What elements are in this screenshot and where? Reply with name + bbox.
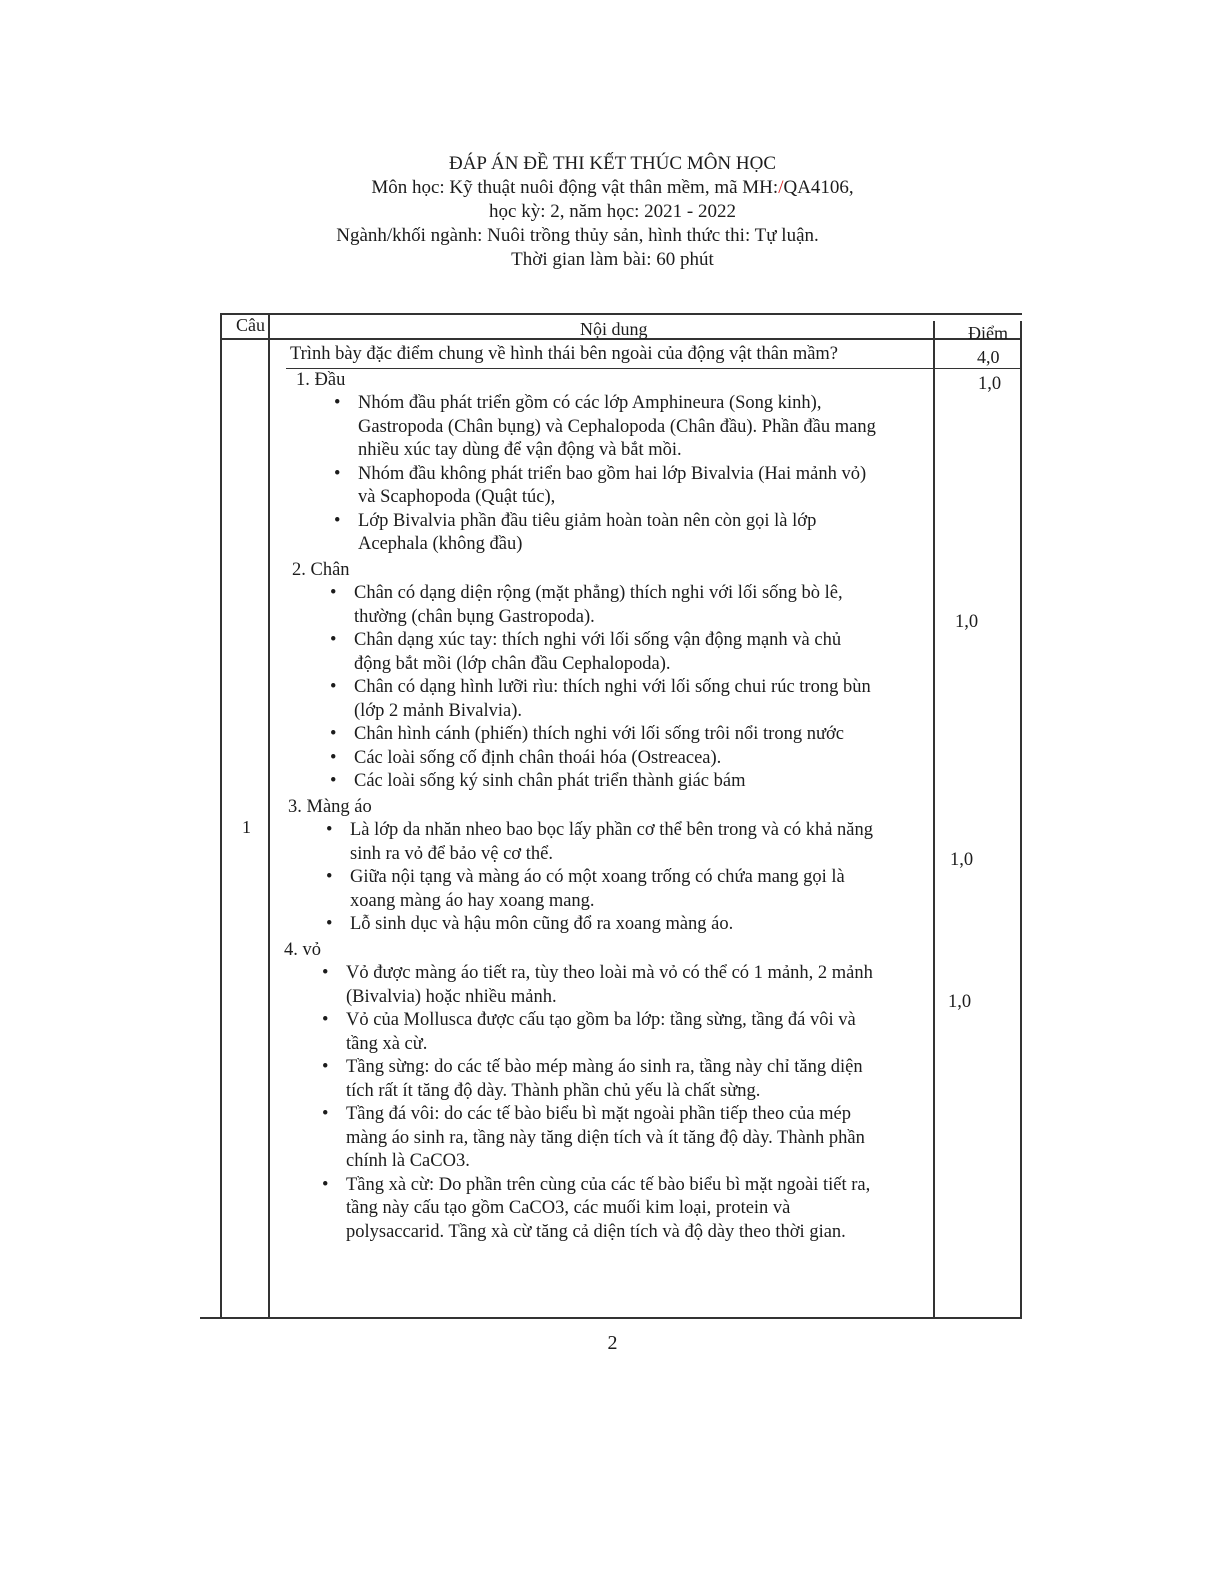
list-item: • Vỏ của Mollusca được cấu tạo gồm ba lớp: tầng sừng, tầng đá vôi và tầng xà cừ. <box>322 1010 856 1054</box>
bullet-list <box>296 392 930 557</box>
list-item: • Tầng đá vôi: do các tế bào biểu bì mặt ngoài phần tiếp theo của mép màng áo sinh ra, tầng này tăng diện tích và ít tăng độ dày. Thành phần chính là CaCO3. <box>322 1104 865 1171</box>
bullet-icon: • <box>330 747 337 768</box>
bullet-icon: • <box>330 583 337 603</box>
section-foot <box>292 559 930 794</box>
list-item: • Lớp Bivalvia phần đầu tiêu giảm hoàn toàn nên còn gọi là lớp Acephala (không đầu) <box>334 510 817 554</box>
bullet-icon: • <box>322 1174 329 1195</box>
col-divider-cau <box>268 313 270 1317</box>
section-head <box>296 369 930 557</box>
question-number: 1 <box>242 817 251 837</box>
bullet-list <box>288 819 930 937</box>
document-header <box>0 152 1225 272</box>
list-item: • Nhóm đầu không phát triển bao gồm hai lớp Bivalvia (Hai mảnh vỏ) và Scaphopoda (Quật túc), <box>334 463 867 507</box>
list-item: • Tầng xà cừ: Do phần trên cùng của các tế bào biểu bì mặt ngoài tiết ra, tầng này cấu tạo gồm CaCO3, các muối kim loại, protein và polysaccarid. Tầng xà cừ tăng cả diện tích và độ dày theo thời gian. <box>322 1174 871 1242</box>
section-score-shell: 1,0 <box>948 992 972 1012</box>
bullet-icon: • <box>330 771 337 791</box>
subject-prefix: Môn học: Kỹ thuật nuôi động vật thân mềm, mã MH: <box>371 177 779 198</box>
bullet-list <box>284 962 930 1244</box>
bullet-icon: • <box>334 510 341 531</box>
table-top-border <box>220 313 1022 315</box>
list-item: • Các loài sống ký sinh chân phát triển thành giác bám <box>292 770 930 794</box>
bullet-list <box>292 582 930 794</box>
table-left-border <box>220 313 222 1317</box>
list-item: • Chân có dạng hình lưỡi rìu: thích nghi với lối sống chui rúc trong bùn (lớp 2 mảnh Bivalvia). <box>330 677 871 721</box>
list-item: • Giữa nội tạng và màng áo có một xoang trống có chứa mang gọi là xoang màng áo hay xoang mang. <box>326 867 845 911</box>
section-title: 2. Chân <box>292 559 350 580</box>
table-bottom-border <box>200 1317 1022 1319</box>
bullet-icon: • <box>330 677 337 697</box>
handwritten-slash-mark: / <box>778 177 784 198</box>
section-title: 1. Đầu <box>296 369 346 390</box>
bullet-icon: • <box>334 463 341 484</box>
time-line: Thời gian làm bài: 60 phút <box>511 249 714 270</box>
header-cau: Câu <box>236 315 265 335</box>
table-right-border <box>1020 321 1022 1317</box>
list-item: • Vỏ được màng áo tiết ra, tùy theo loài mà vỏ có thể có 1 mảnh, 2 mảnh (Bivalvia) hoặc nhiều mảnh. <box>322 963 873 1007</box>
bullet-icon: • <box>330 724 337 744</box>
section-score-head: 1,0 <box>978 374 1002 394</box>
page-number: 2 <box>607 1332 618 1354</box>
subject-code: QA4106, <box>783 177 854 198</box>
bullet-icon: • <box>322 963 329 983</box>
bullet-icon: • <box>322 1057 329 1077</box>
section-title: 3. Màng áo <box>288 796 372 817</box>
list-item: • Chân dạng xúc tay: thích nghi với lối sống vận động mạnh và chủ động bắt mồi (lớp chân đầu Cephalopoda). <box>330 630 842 674</box>
section-score-foot: 1,0 <box>955 612 979 632</box>
list-item: • Tầng sừng: do các tế bào mép màng áo sinh ra, tầng này chỉ tăng diện tích rất ít tăng độ dày. Thành phần chủ yếu là chất sừng. <box>322 1057 863 1101</box>
bullet-icon: • <box>330 630 337 650</box>
bullet-icon: • <box>326 914 333 934</box>
subject-line <box>0 176 1225 200</box>
section-mantle <box>288 796 930 937</box>
bullet-icon: • <box>334 393 341 413</box>
list-item: • Chân có dạng diện rộng (mặt phẳng) thích nghi với lối sống bò lê, thường (chân bụng Gastropoda). <box>330 583 843 627</box>
header-diem: Điểm <box>968 323 1008 343</box>
section-score-mantle: 1,0 <box>950 850 974 870</box>
list-item: • Là lớp da nhăn nheo bao bọc lấy phần cơ thể bên trong và có khả năng sinh ra vỏ để bảo vệ cơ thể. <box>326 820 874 864</box>
semester-line: học kỳ: 2, năm học: 2021 - 2022 <box>489 201 736 222</box>
list-item: • Chân hình cánh (phiến) thích nghi với lối sống trôi nổi trong nước <box>292 723 930 747</box>
major-line: Ngành/khối ngành: Nuôi trồng thủy sản, hình thức thi: Tự luận. <box>336 225 819 246</box>
col-divider-diem <box>933 321 935 1317</box>
document-title: ĐÁP ÁN ĐỀ THI KẾT THÚC MÔN HỌC <box>448 153 777 174</box>
section-shell <box>284 939 930 1245</box>
question-score: 4,0 <box>977 347 1000 367</box>
bullet-icon: • <box>326 820 333 840</box>
bullet-icon: • <box>322 1104 329 1124</box>
bullet-icon: • <box>326 867 333 887</box>
question-text: Trình bày đặc điểm chung về hình thái bên ngoài của động vật thân mầm? <box>290 344 839 364</box>
section-title: 4. vỏ <box>284 939 321 960</box>
list-item: • Các loài sống cố định chân thoái hóa (Ostreacea). <box>292 747 930 771</box>
list-item: • Nhóm đầu phát triển gồm có các lớp Amphineura (Song kinh), Gastropoda (Chân bụng) và Cephalopoda (Chân đầu). Phần đầu mang nhiều xúc tay dùng để vận động và bắt mồi. <box>334 393 876 460</box>
header-noidung: Nội dung <box>580 319 648 339</box>
list-item: • Lỗ sinh dục và hậu môn cũng đổ ra xoang màng áo. <box>288 913 930 937</box>
answer-content <box>284 343 930 1244</box>
bullet-icon: • <box>322 1010 329 1030</box>
